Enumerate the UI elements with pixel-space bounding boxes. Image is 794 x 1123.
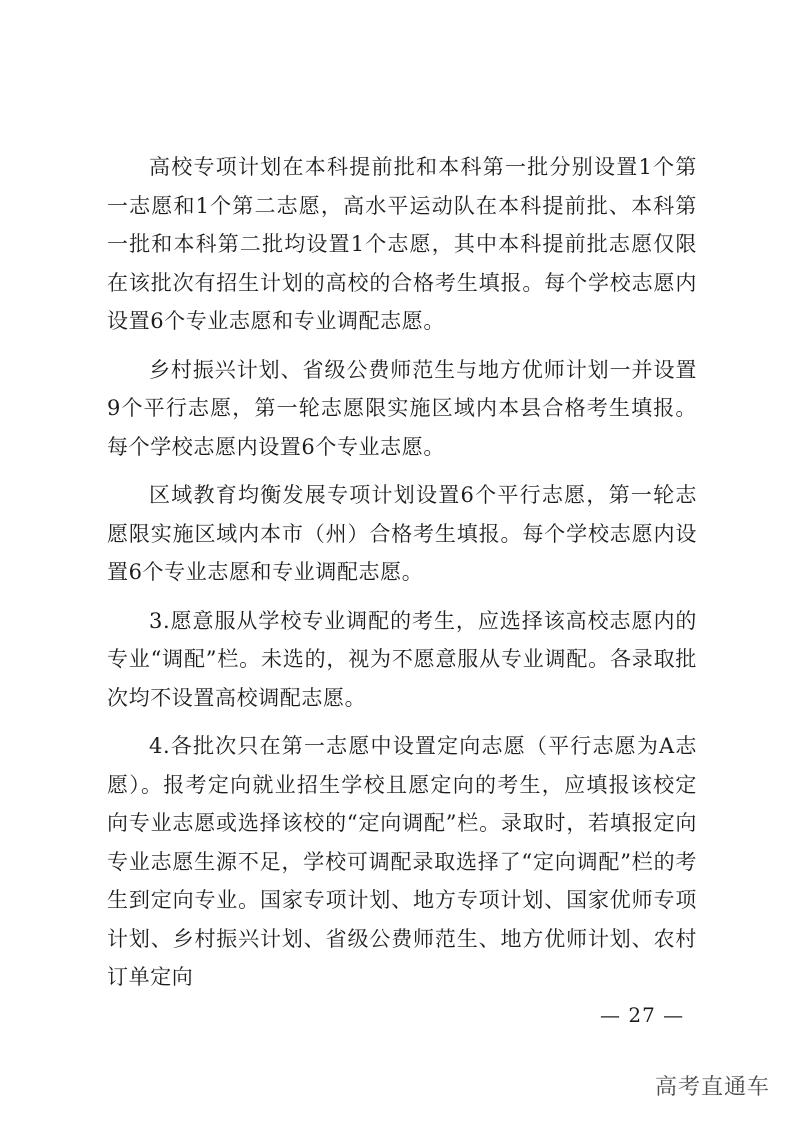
paragraph-item-3: 3.愿意服从学校专业调配的考生，应选择该高校志愿内的专业“调配”栏。未选的，视为不愿意服从专业调配。各录取批次均不设置高校调配志愿。 [107,608,697,710]
paragraph-regional-education: 区域教育均衡发展专项计划设置6个平行志愿，第一轮志愿限实施区域内本市（州）合格考生填报。每个学校志愿内设置6个专业志愿和专业调配志愿。 [107,483,697,584]
watermark: 高考直通车 [654,1075,770,1100]
paragraph-rural-revitalization: 乡村振兴计划、省级公费师范生与地方优师计划一并设置9个平行志愿，第一轮志愿限实施区域内本县合格考生填报。每个学校志愿内设置6个专业志愿。 [107,357,697,459]
paragraph-special-program: 高校专项计划在本科提前批和本科第一批分别设置1个第一志愿和1个第二志愿，高水平运动队在本科提前批、本科第一批和本科第二批均设置1个志愿，其中本科提前批志愿仅限在该批次有招生计划的高校的合格考生填报。每个学校志愿内设置6个专业志愿和专业调配志愿。 [107,155,697,333]
page-number: — 27 — [600,1003,685,1027]
paragraph-item-4: 4.各批次只在第一志愿中设置定向志愿（平行志愿为A志愿）。报考定向就业招生学校且愿定向的考生，应填报该校定向专业志愿或选择该校的“定向调配”栏。录取时，若填报定向专业志愿生源不足，学校可调配录取选择了“定向调配”栏的考生到定向专业。国家专项计划、地方专项计划、国家优师专项计划、乡村振兴计划、省级公费师范生、地方优师计划、农村订单定向 [107,734,697,989]
document-body [107,148,697,1007]
